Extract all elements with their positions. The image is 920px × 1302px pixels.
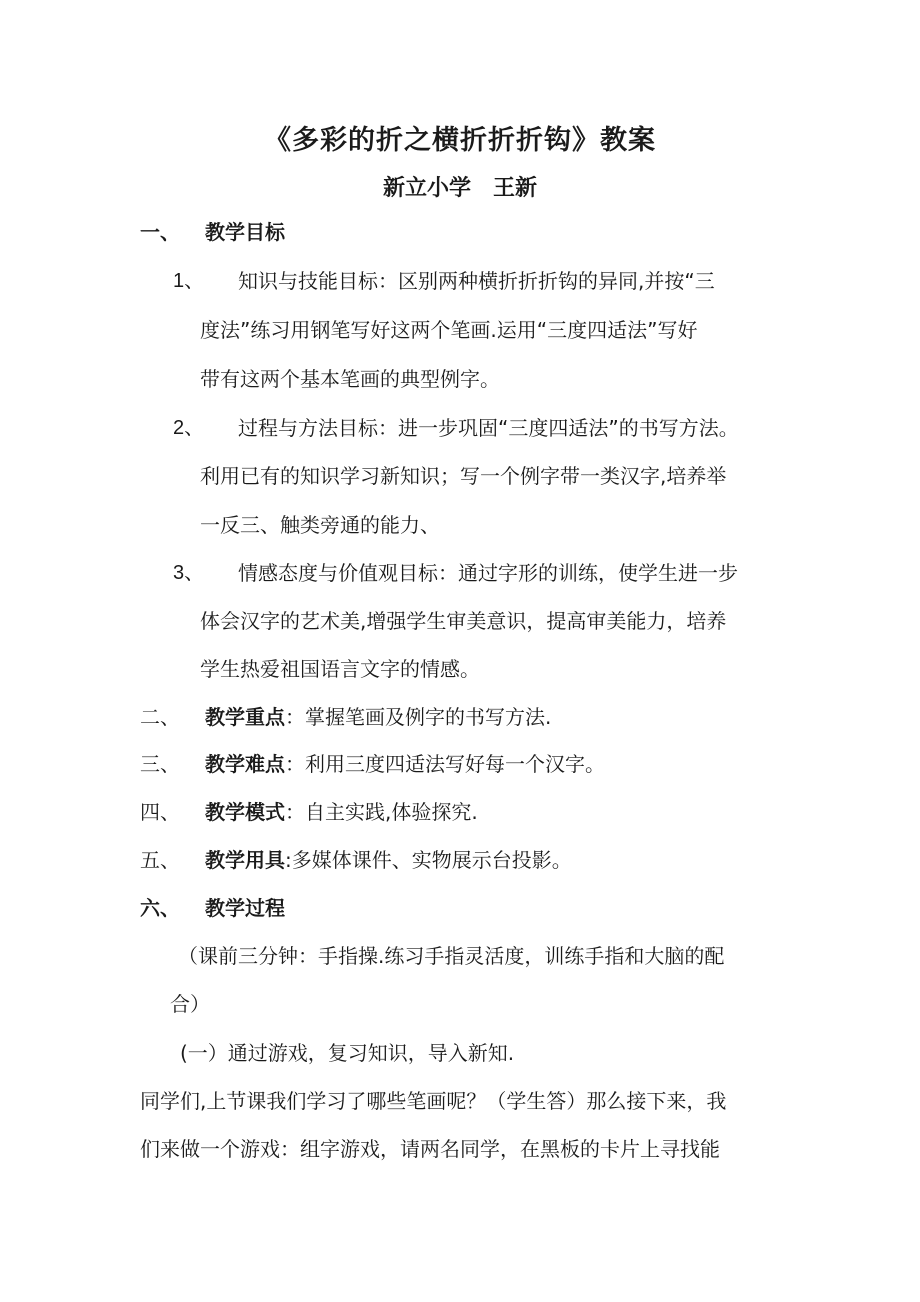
item-text: 学生热爱祖国语言文字的情感。 [200, 657, 480, 681]
item-text: 一反三、触类旁通的能力、 [200, 513, 440, 537]
document-author: 新立小学 王新 [382, 176, 537, 201]
item-text: 情感态度与价值观目标：通过字形的训练，使学生进一步 [238, 561, 738, 585]
section-number: 四、 [140, 800, 180, 824]
section-label: 教学重点 [205, 705, 285, 729]
section-text: ：自主实践,体验探究. [285, 800, 478, 824]
item-text: 体会汉字的艺术美,增强学生审美意识，提高审美能力，培养 [200, 609, 727, 633]
section-label: 教学模式 [205, 800, 285, 824]
section-number: 三、 [140, 752, 180, 776]
paragraph-text: 同学们,上节课我们学习了哪些笔画呢？（学生答）那么接下来，我 [140, 1089, 727, 1113]
section-label: 教学难点 [205, 752, 285, 776]
item-text: 利用已有的知识学习新知识；写一个例字带一类汉字,培养举 [200, 464, 727, 488]
item-number: 3、 [173, 562, 205, 584]
item-number: 2、 [173, 417, 205, 439]
section-heading: 教学过程 [205, 896, 285, 920]
item-text: 度法”练习用钢笔写好这两个笔画.运用“三度四适法”写好 [200, 318, 698, 342]
document-title: 《多彩的折之横折折折钩》教案 [264, 125, 656, 156]
section-number: 六、 [140, 896, 180, 920]
item-text: 过程与方法目标：进一步巩固“三度四适法”的书写方法。 [238, 416, 739, 440]
section-text: :多媒体课件、实物展示台投影。 [285, 848, 572, 872]
item-text: 知识与技能目标：区别两种横折折折钩的异同,并按“三 [238, 269, 715, 293]
section-text: ：利用三度四适法写好每一个汉字。 [285, 752, 605, 776]
note-text: 合） [170, 992, 210, 1016]
section-number: 二、 [140, 705, 180, 729]
item-number: 1、 [173, 270, 205, 292]
section-number: 五、 [140, 848, 180, 872]
section-label: 教学用具 [205, 848, 285, 872]
item-text: 带有这两个基本笔画的典型例字。 [200, 367, 500, 391]
section-number: 一、 [140, 220, 180, 244]
note-text: （课前三分钟：手指操.练习手指灵活度，训练手指和大脑的配 [178, 944, 725, 968]
section-heading: 教学目标 [205, 220, 285, 244]
step-text: (一）通过游戏，复习知识，导入新知. [180, 1041, 515, 1065]
section-text: ：掌握笔画及例字的书写方法. [285, 705, 552, 729]
paragraph-text: 们来做一个游戏：组字游戏，请两名同学，在黑板的卡片上寻找能 [140, 1137, 720, 1161]
